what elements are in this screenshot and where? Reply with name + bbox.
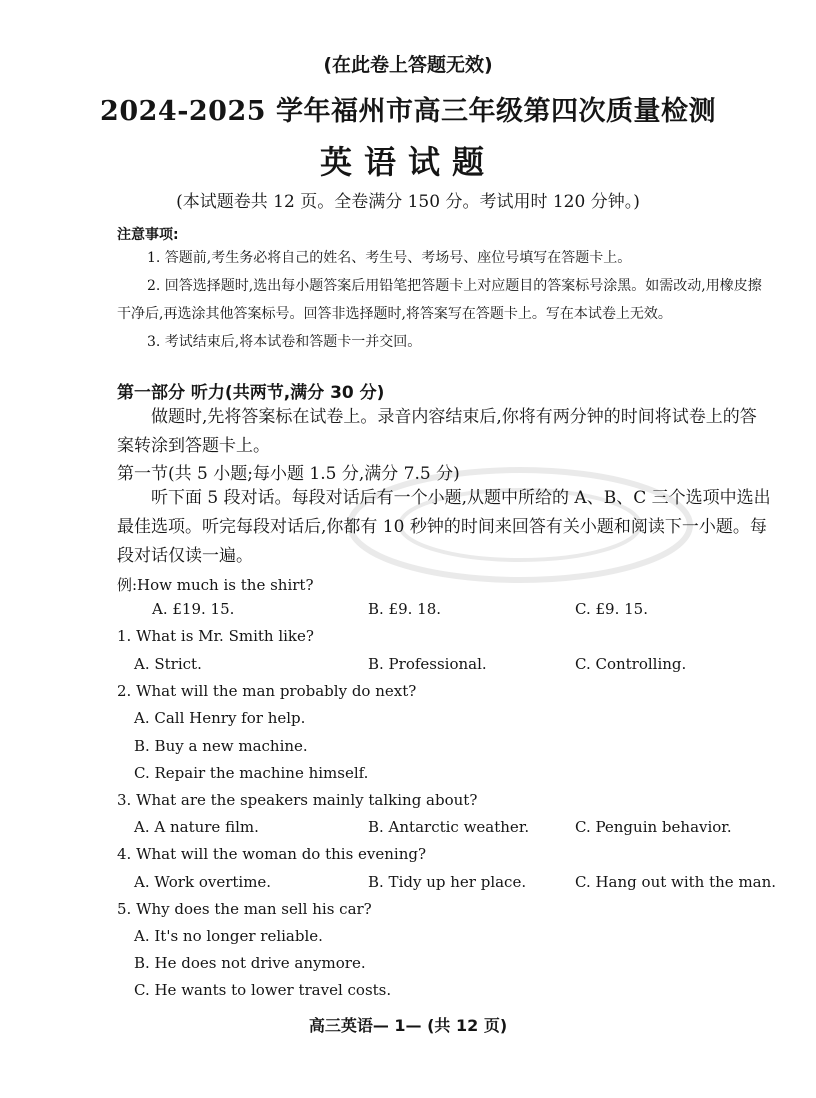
section1-heading: 第一节(共 5 小题;每小题 1.5 分,满分 7.5 分) xyxy=(117,464,460,484)
question-5: 5. Why does the man sell his car? xyxy=(117,900,372,918)
section1-intro xyxy=(117,484,772,571)
attention-item: 3. 考试结束后,将本试卷和答题卡一并交回。 xyxy=(147,334,422,350)
q5-option-b: B. He does not drive anymore. xyxy=(134,954,366,972)
question-3: 3. What are the speakers mainly talking about? xyxy=(117,791,478,809)
q1-option-b: B. Professional. xyxy=(368,655,487,673)
subject-title: 英语试题 xyxy=(319,143,496,181)
part1-intro xyxy=(117,403,772,461)
example-question: 例:How much is the shirt? xyxy=(117,576,314,594)
part1-intro-text: 做题时,先将答案标在试卷上。录音内容结束后,你将有两分钟的时间将试卷上的答案转涂到答题卡上。 xyxy=(117,407,757,456)
q1-option-a: A. Strict. xyxy=(134,655,202,673)
section1-intro-text: 听下面 5 段对话。每段对话后有一个小题,从题中所给的 A、B、C 三个选项中选出最佳选项。听完每段对话后,你都有 10 秒钟的时间来回答有关小题和阅读下一小题。每段对话仅读一遍。 xyxy=(117,488,771,566)
q2-option-b: B. Buy a new machine. xyxy=(134,737,308,755)
invalid-answer-notice: (在此卷上答题无效) xyxy=(323,54,493,76)
q2-option-a: A. Call Henry for help. xyxy=(134,709,306,727)
example-option-c: C. £9. 15. xyxy=(575,600,648,618)
exam-info: (本试题卷共 12 页。全卷满分 150 分。考试用时 120 分钟。) xyxy=(176,192,640,212)
attention-label: 注意事项: xyxy=(117,227,179,243)
q5-option-c: C. He wants to lower travel costs. xyxy=(134,981,392,999)
q5-option-a: A. It's no longer reliable. xyxy=(134,927,323,945)
page-footer: 高三英语— 1— (共 12 页) xyxy=(308,1016,508,1035)
q3-option-a: A. A nature film. xyxy=(134,818,259,836)
attention-list xyxy=(117,244,772,356)
q3-option-b: B. Antarctic weather. xyxy=(368,818,530,836)
q4-option-b: B. Tidy up her place. xyxy=(368,873,527,891)
example-option-b: B. £9. 18. xyxy=(368,600,442,618)
question-2: 2. What will the man probably do next? xyxy=(117,682,417,700)
q1-option-c: C. Controlling. xyxy=(575,655,687,673)
exam-title: 2024-2025 学年福州市高三年级第四次质量检测 xyxy=(100,96,716,127)
q2-option-c: C. Repair the machine himself. xyxy=(134,764,369,782)
part1-heading: 第一部分 听力(共两节,满分 30 分) xyxy=(117,383,385,403)
q4-option-c: C. Hang out with the man. xyxy=(575,873,777,891)
question-4: 4. What will the woman do this evening? xyxy=(117,845,427,863)
attention-item: 1. 答题前,考生务必将自己的姓名、考生号、考场号、座位号填写在答题卡上。 xyxy=(147,250,632,266)
q4-option-a: A. Work overtime. xyxy=(134,873,272,891)
question-1: 1. What is Mr. Smith like? xyxy=(117,627,314,645)
attention-item: 2. 回答选择题时,选出每小题答案后用铅笔把答题卡上对应题目的答案标号涂黑。如需改动,用橡皮擦干净后,再选涂其他答案标号。回答非选择题时,将答案写在答题卡上。写在本试卷上无效。 xyxy=(117,278,762,322)
example-option-a: A. £19. 15. xyxy=(152,600,235,618)
q3-option-c: C. Penguin behavior. xyxy=(575,818,732,836)
